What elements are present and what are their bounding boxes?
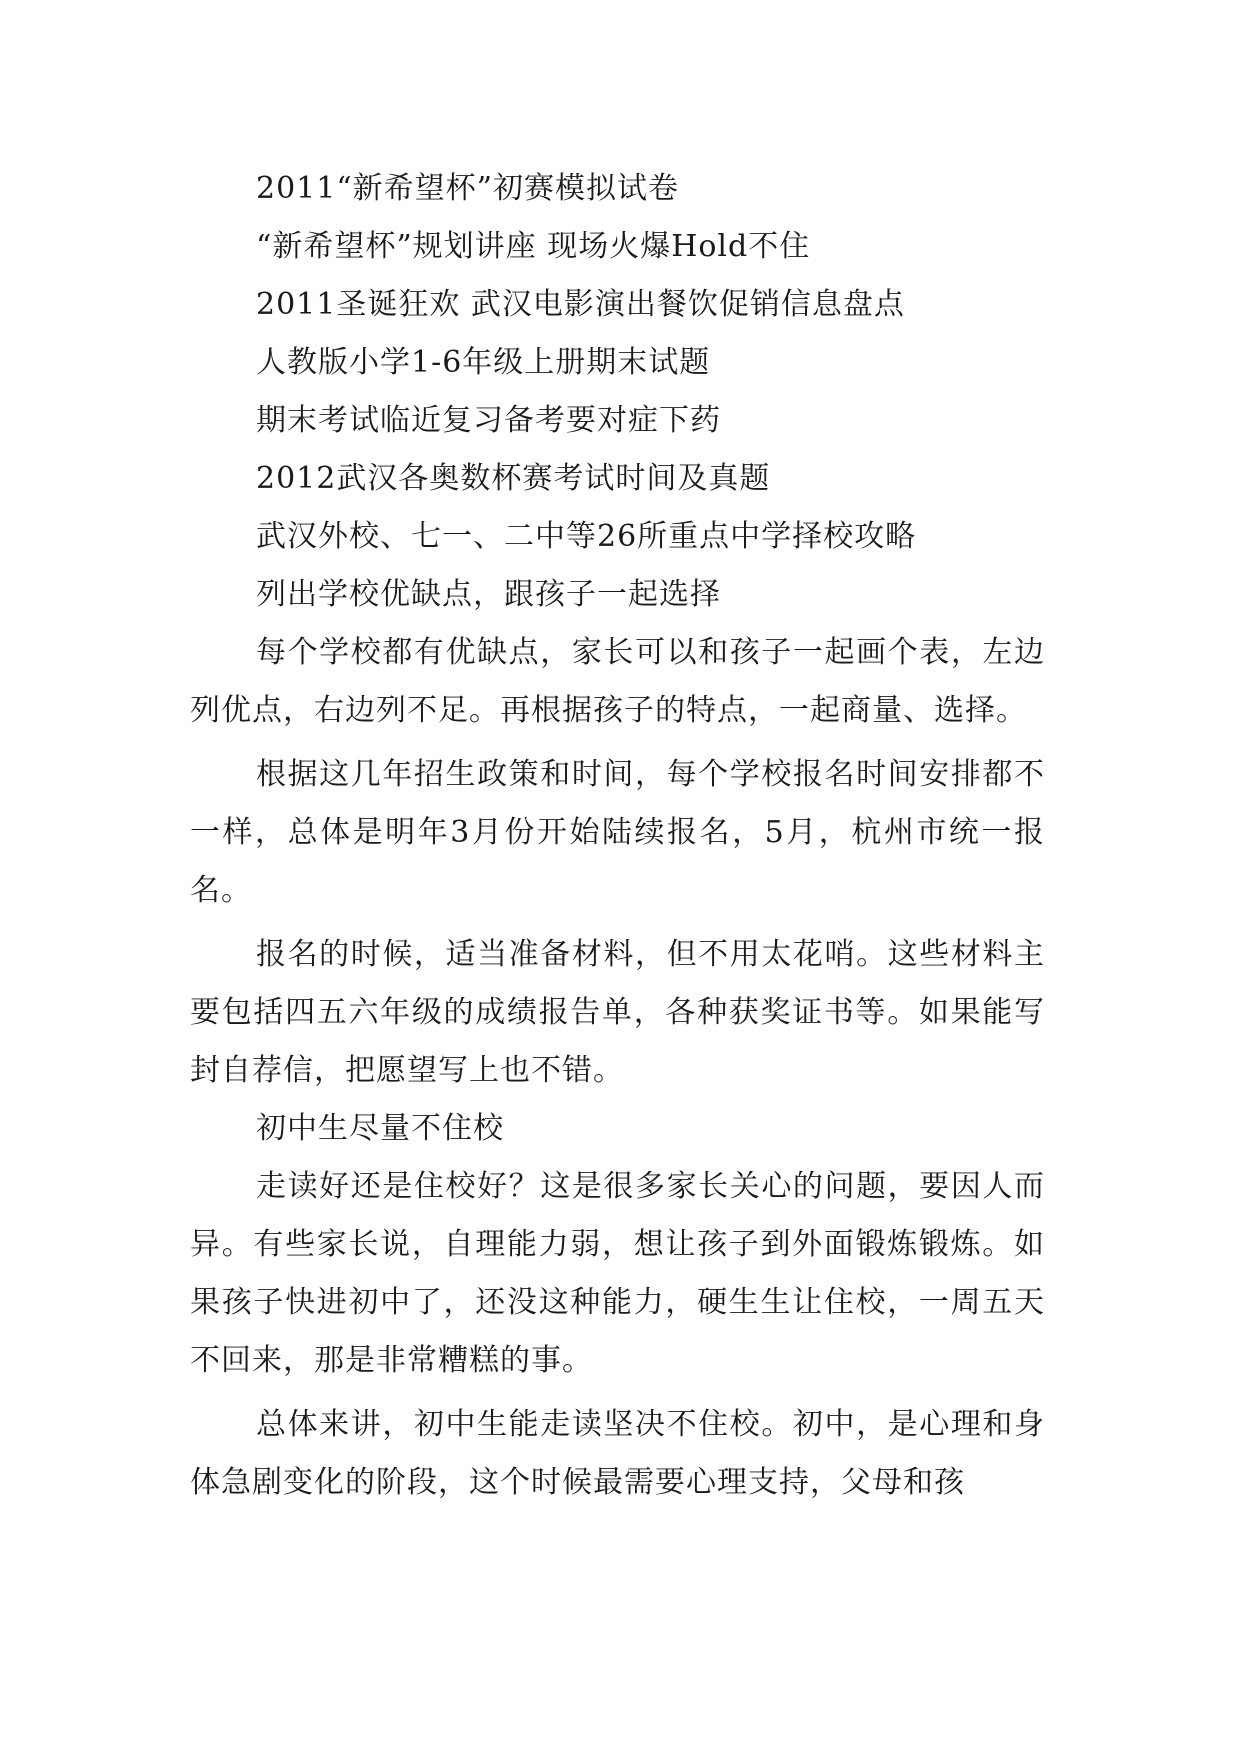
headline-link: 2011圣诞狂欢 武汉电影演出餐饮促销信息盘点 — [256, 287, 905, 322]
headline-link: “新希望杯”规划讲座 现场火爆Hold不住 — [256, 229, 811, 264]
section-heading: 初中生尽量不住校 — [256, 1111, 504, 1146]
body-paragraph: 报名的时候，适当准备材料，但不用太花哨。这些材料主要包括四五六年级的成绩报告单，各种获奖证书等。如果能写封自荐信，把愿望写上也不错。 — [190, 937, 1045, 1088]
body-paragraph: 每个学校都有优缺点，家长可以和孩子一起画个表，左边列优点，右边列不足。再根据孩子的特点，一起商量、选择。 — [190, 635, 1045, 728]
section-heading: 列出学校优缺点，跟孩子一起选择 — [256, 577, 721, 612]
headline-link: 武汉外校、七一、二中等26所重点中学择校攻略 — [256, 519, 917, 554]
headline-link: 2012武汉各奥数杯赛考试时间及真题 — [256, 461, 771, 496]
body-paragraph: 根据这几年招生政策和时间，每个学校报名时间安排都不一样，总体是明年3月份开始陆续报名，5月，杭州市统一报名。 — [190, 757, 1045, 908]
headline-link: 人教版小学1-6年级上册期末试题 — [256, 345, 711, 380]
document-body — [190, 160, 1045, 1512]
headline-link: 2011“新希望杯”初赛模拟试卷 — [256, 171, 680, 206]
body-paragraph: 总体来讲，初中生能走读坚决不住校。初中，是心理和身体急剧变化的阶段，这个时候最需要心理支持，父母和孩 — [190, 1407, 1045, 1500]
body-paragraph: 走读好还是住校好？这是很多家长关心的问题，要因人而异。有些家长说，自理能力弱，想让孩子到外面锻炼锻炼。如果孩子快进初中了，还没这种能力，硬生生让住校，一周五天不回来，那是非常糟糕的事。 — [190, 1169, 1045, 1378]
headline-link: 期末考试临近复习备考要对症下药 — [256, 403, 721, 438]
